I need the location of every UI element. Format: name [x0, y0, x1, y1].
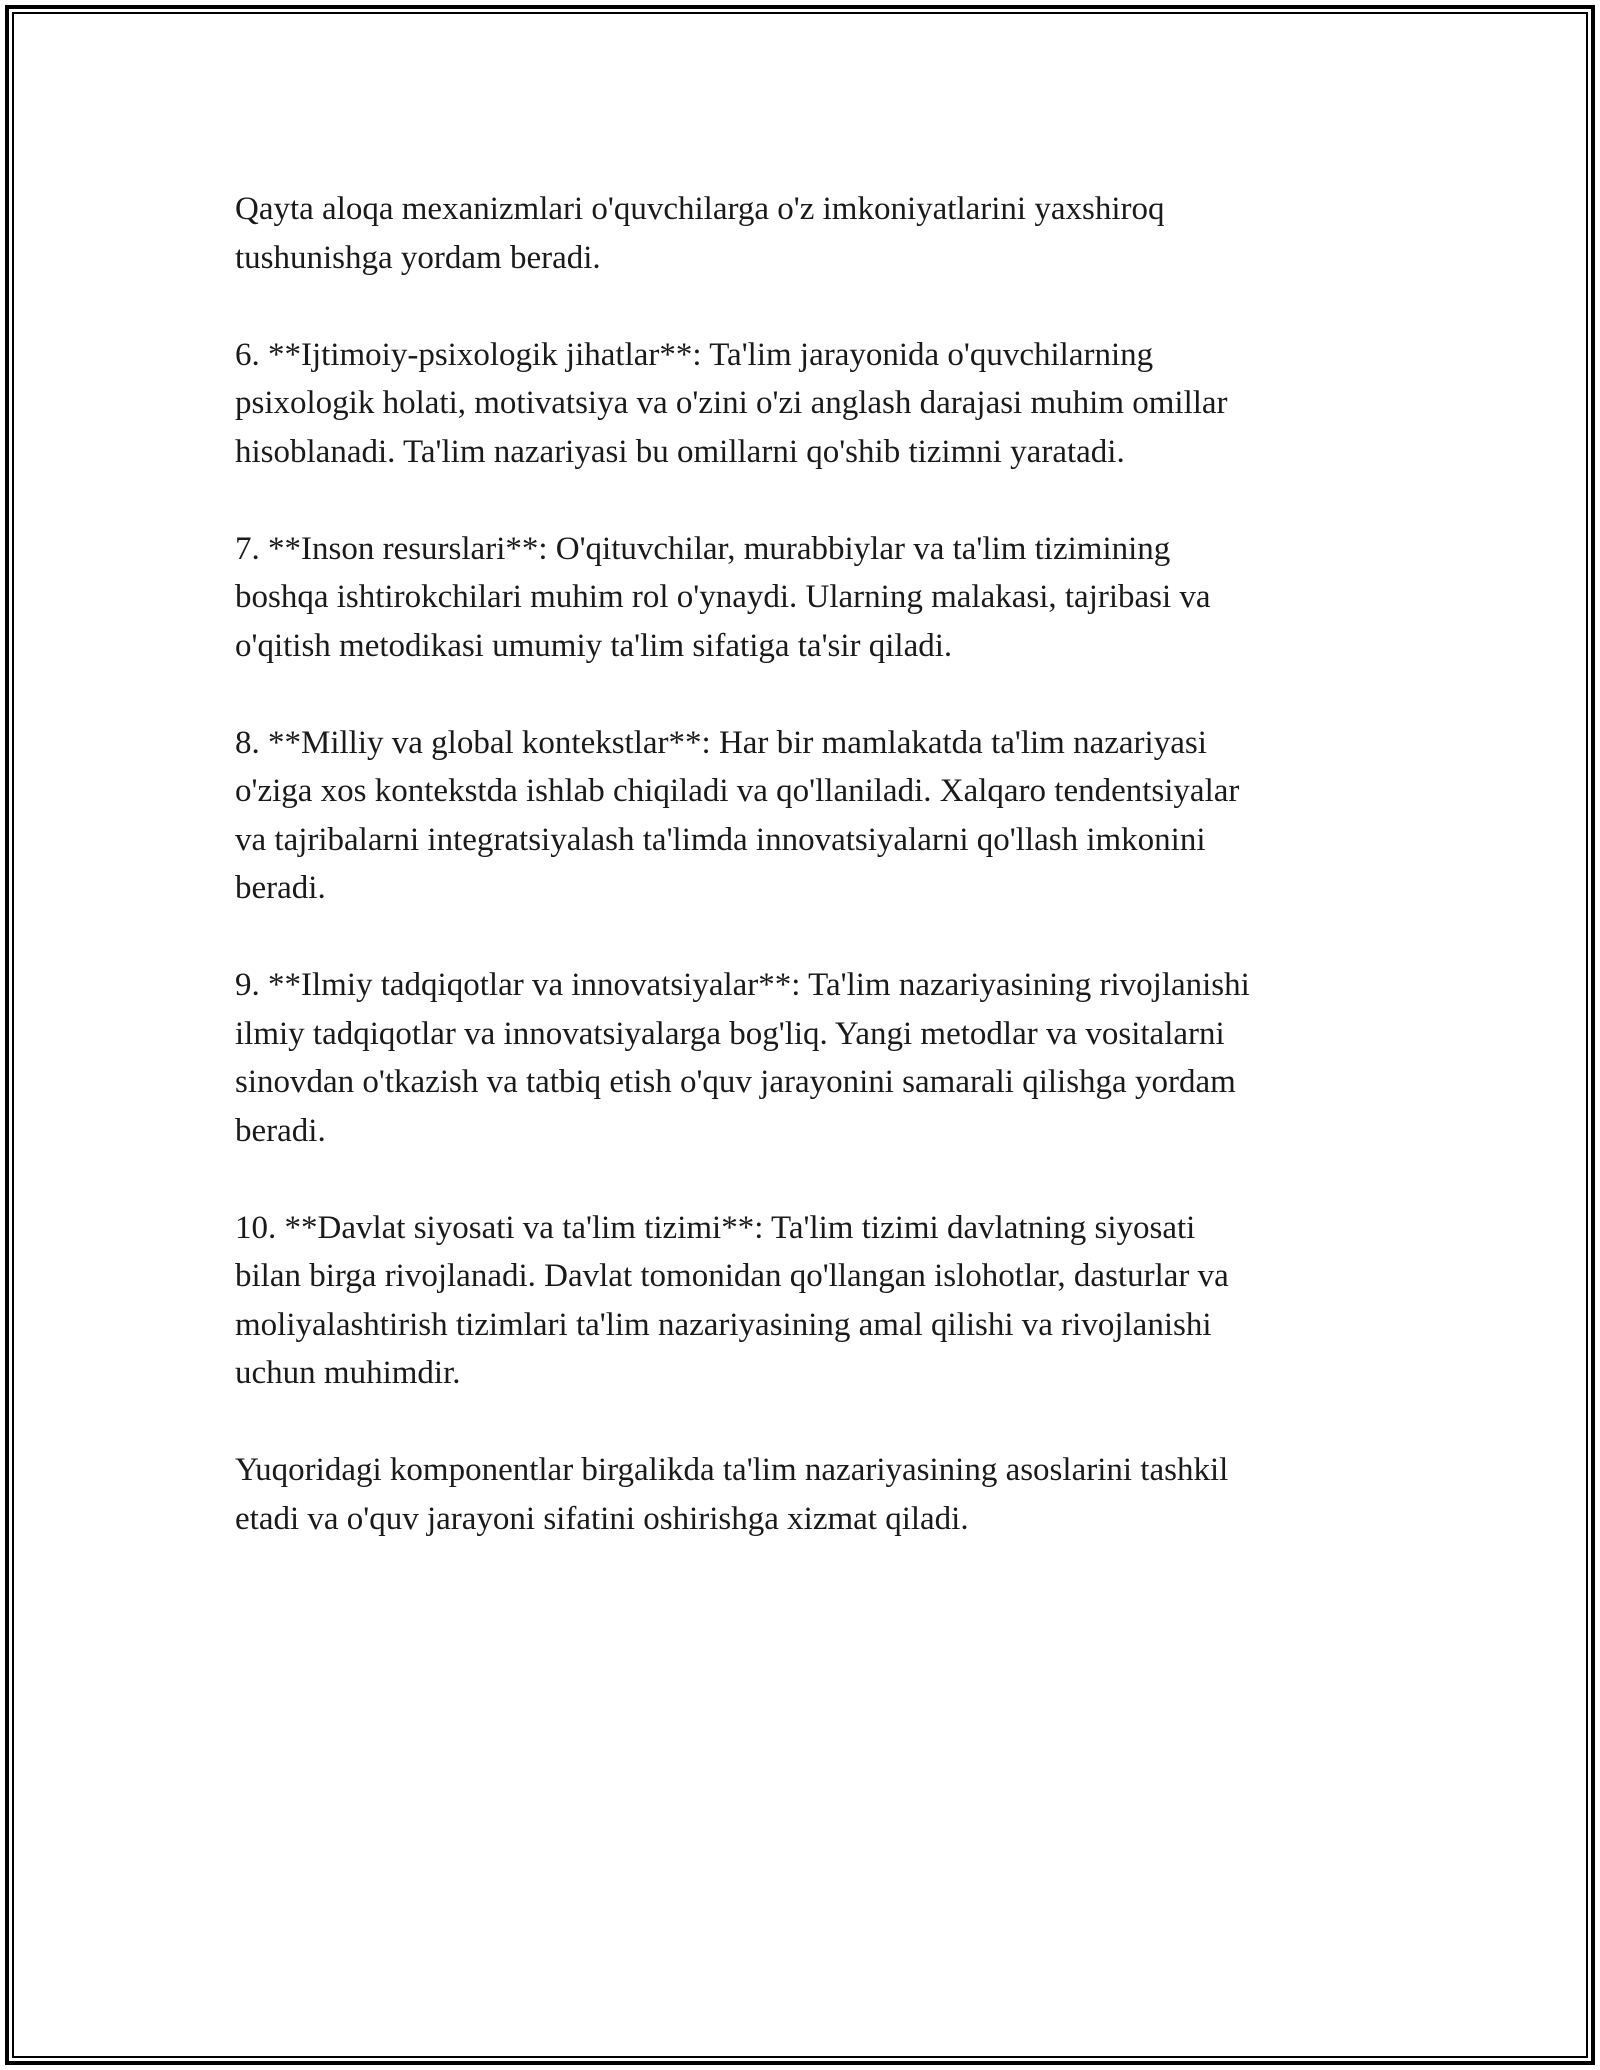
paragraph-intro: Qayta aloqa mexanizmlari o'quvchilarga o'z imkoniyatlarini yaxshiroq tushunishga yordam beradi.: [235, 191, 1165, 276]
paragraph-item-6: 6. **Ijtimoiy-psixologik jihatlar**: Ta'lim jarayonida o'quvchilarning psixologik holati, motivatsiya va o'zini o'zi anglash darajasi muhim omillar hisoblanadi. Ta'lim nazariyasi bu omillarni qo'shib tizimni yaratadi.: [235, 336, 1228, 470]
paragraph-item-8: 8. **Milliy va global kontekstlar**: Har bir mamlakatda ta'lim nazariyasi o'ziga xos kontekstda ishlab chiqiladi va qo'llaniladi. Xalqaro tendentsiyalar va tajribalarni integratsiyalash ta'limda innovatsiyalarni qo'llash imkonini beradi.: [235, 724, 1240, 906]
document-body: [235, 185, 1385, 1543]
paragraph-item-7: 7. **Inson resurslari**: O'qituvchilar, murabbiylar va ta'lim tizimining boshqa ishtirokchilari muhim rol o'ynaydi. Ularning malakasi, tajribasi va o'qitish metodikasi umumiy ta'lim sifatiga ta'sir qiladi.: [235, 530, 1211, 664]
paragraph-item-10: 10. **Davlat siyosati va ta'lim tizimi**: Ta'lim tizimi davlatning siyosati bilan birga rivojlanadi. Davlat tomonidan qo'llangan islohotlar, dasturlar va moliyalashtirish tizimlari ta'lim nazariyasining amal qilishi va rivojlanishi uchun muhimdir.: [235, 1209, 1229, 1391]
paragraph-conclusion: Yuqoridagi komponentlar birgalikda ta'lim nazariyasining asoslarini tashkil etadi va o'quv jarayoni sifatini oshirishga xizmat qiladi.: [235, 1452, 1229, 1537]
paragraph-item-9: 9. **Ilmiy tadqiqotlar va innovatsiyalar**: Ta'lim nazariyasining rivojlanishi ilmiy tadqiqotlar va innovatsiyalarga bog'liq. Yangi metodlar va vositalarni sinovdan o'tkazish va tatbiq etish o'quv jarayonini samarali qilishga yordam beradi.: [235, 967, 1250, 1149]
